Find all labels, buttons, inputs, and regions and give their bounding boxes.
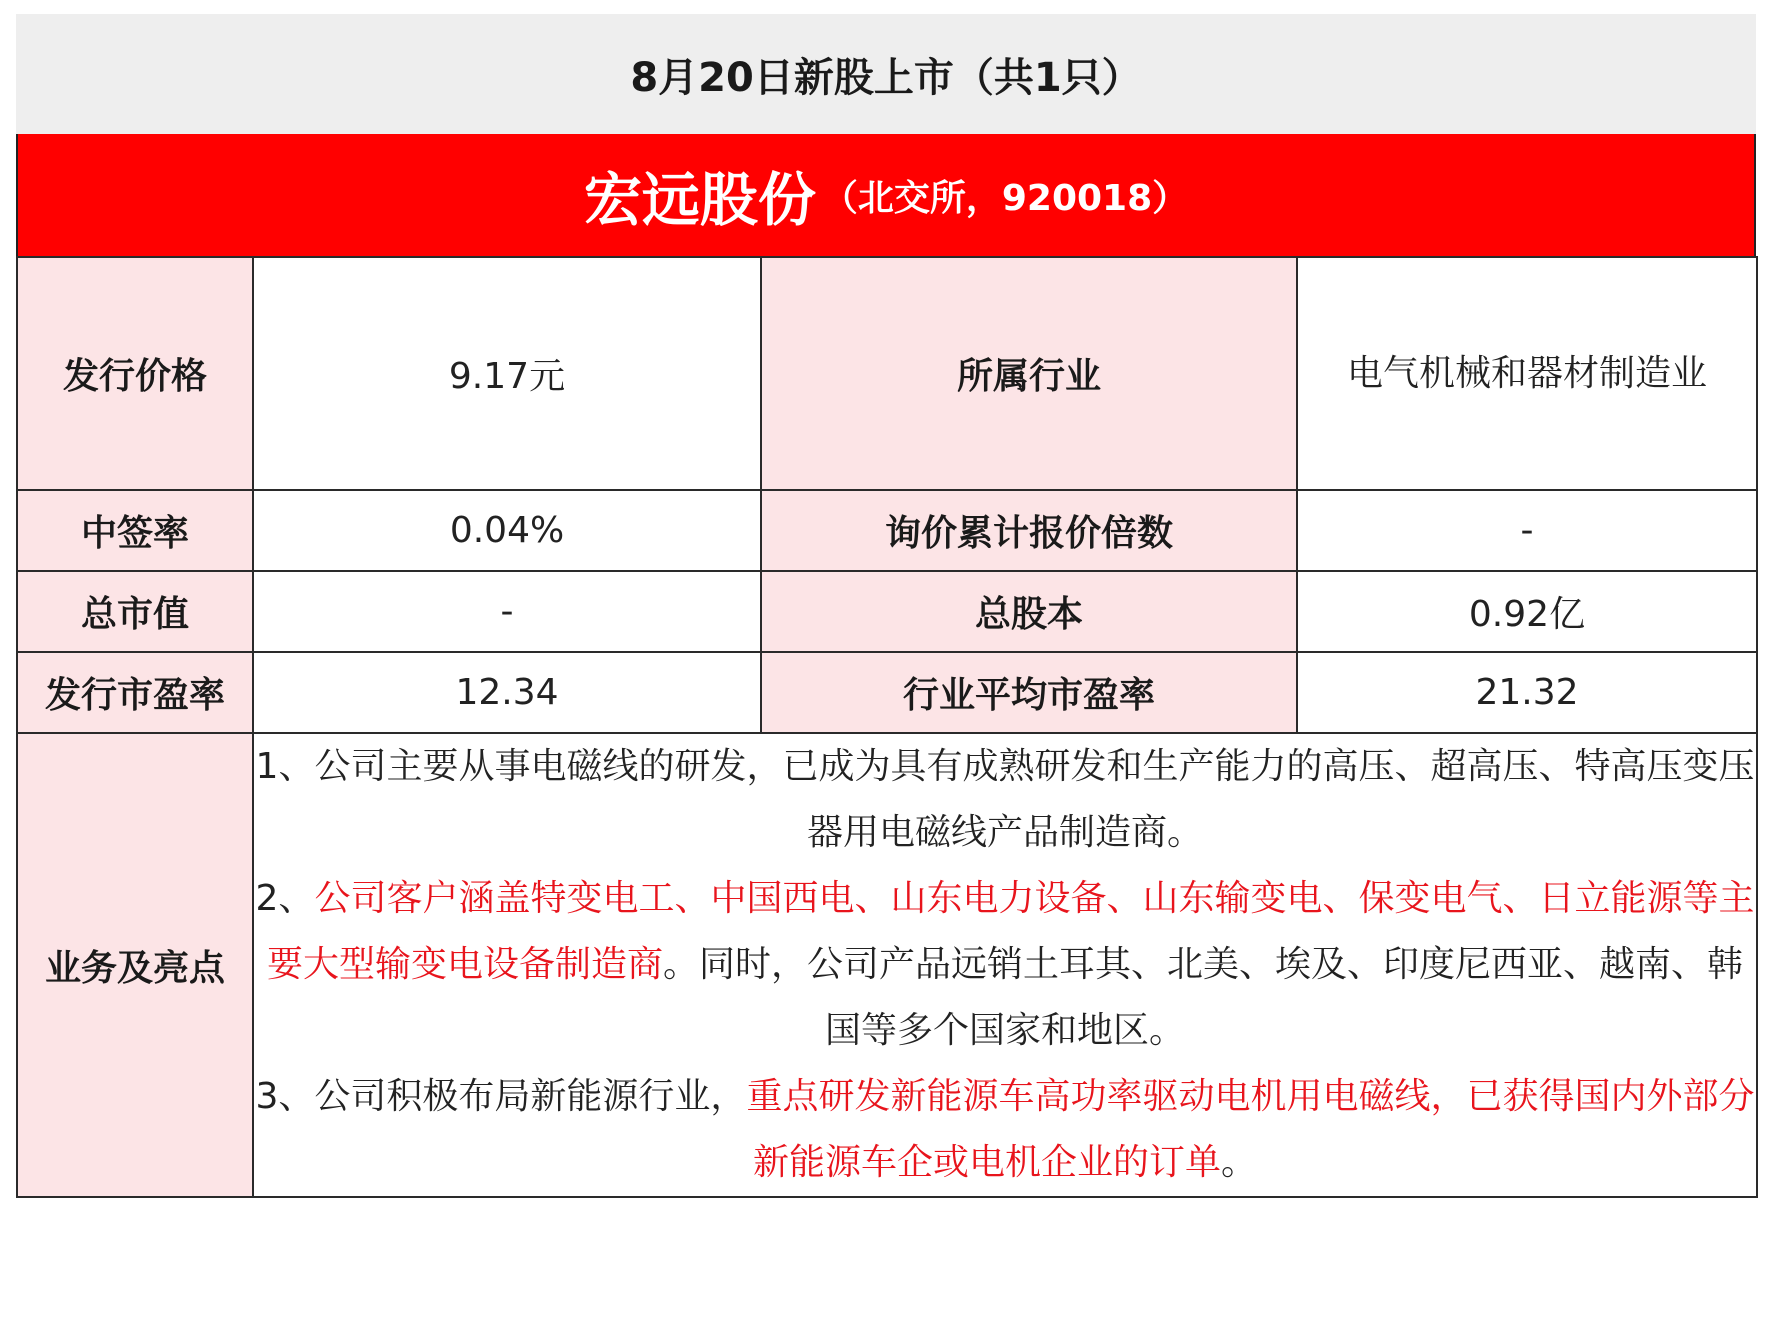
- business-points: [254, 734, 1756, 1196]
- industry-pe-label: 行业平均市盈率: [761, 652, 1297, 733]
- highlight-text: 公司客户涵盖特变电工、中国西电、山东电力设备、山东输变电、保变电气、日立能源等主要大型输变电设备制造商: [266, 878, 1755, 985]
- issue-pe-value: 12.34: [253, 652, 761, 733]
- market-cap-value: -: [253, 571, 761, 652]
- business-point: [254, 1064, 1756, 1196]
- table-row: [17, 733, 1757, 1197]
- business-label: 业务及亮点: [17, 733, 253, 1197]
- inquiry-multiple-value: -: [1297, 490, 1757, 571]
- business-highlights: [253, 733, 1757, 1197]
- inquiry-multiple-label: 询价累计报价倍数: [761, 490, 1297, 571]
- industry-value-cell: [1297, 257, 1757, 490]
- total-shares-value: 0.92亿: [1297, 571, 1757, 652]
- industry-value: 电气机械和器材制造业: [1346, 352, 1707, 394]
- point-text: 1、公司主要从事电磁线的研发，已成为具有成熟研发和生产能力的高压、超高压、特高压变压器用电磁线产品制造商。: [255, 746, 1755, 853]
- table-row: [17, 257, 1757, 490]
- lottery-rate-label: 中签率: [17, 490, 253, 571]
- point-text: 2、: [255, 878, 315, 919]
- point-text: 。同时，公司产品远销土耳其、北美、埃及、印度尼西亚、越南、韩国等多个国家和地区。: [663, 944, 1744, 1051]
- stock-banner: [16, 134, 1756, 256]
- ipo-info-table: [16, 256, 1758, 1198]
- highlight-text: 重点研发新能源车高功率驱动电机用电磁线，已获得国内外部分新能源车企或电机企业的订单: [746, 1076, 1755, 1183]
- business-point: [254, 866, 1756, 1064]
- issue-price-value: 9.17元: [253, 257, 761, 490]
- lottery-rate-value: 0.04%: [253, 490, 761, 571]
- total-shares-label: 总股本: [761, 571, 1297, 652]
- point-text: 。: [1221, 1142, 1258, 1183]
- issue-pe-label: 发行市盈率: [17, 652, 253, 733]
- table-row: [17, 571, 1757, 652]
- stock-exchange-code: （北交所，920018）: [821, 177, 1189, 219]
- page-header: [16, 14, 1756, 134]
- table-row: [17, 490, 1757, 571]
- table-row: [17, 652, 1757, 733]
- market-cap-label: 总市值: [17, 571, 253, 652]
- industry-pe-value: 21.32: [1297, 652, 1757, 733]
- industry-label: 所属行业: [761, 257, 1297, 490]
- page-title: 8月20日新股上市（共1只）: [630, 54, 1142, 101]
- point-text: 3、公司积极布局新能源行业，: [255, 1076, 747, 1117]
- issue-price-label: 发行价格: [17, 257, 253, 490]
- ipo-card: [16, 14, 1756, 1309]
- stock-name: 宏远股份: [583, 166, 816, 234]
- business-point: [254, 734, 1756, 866]
